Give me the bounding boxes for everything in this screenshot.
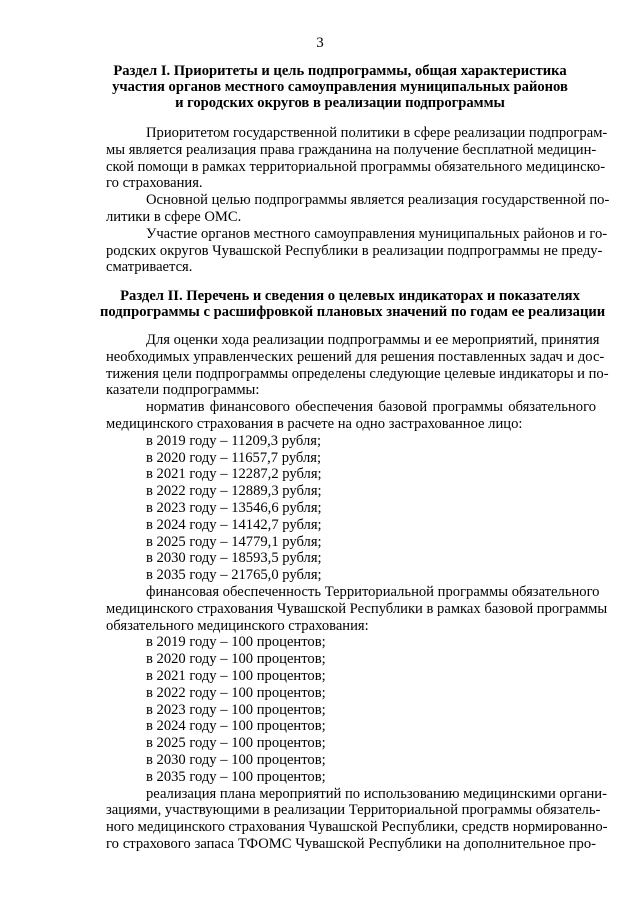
indicator-2-value: в 2019 году – 100 процентов; — [146, 634, 326, 651]
paragraph-line: Участие органов местного самоуправления муниципальных районов и го- — [146, 225, 608, 242]
indicator-1-value: в 2025 году – 14779,1 рубля; — [146, 533, 322, 550]
paragraph-line: Основной целью подпрограммы является реализация государственной по- — [146, 192, 610, 209]
paragraph-line: родских округов Чувашской Республики в реализации подпрограммы не преду- — [106, 242, 603, 259]
indicator-2-line: медицинского страхования Чувашской Республики в рамках базовой программы — [106, 600, 608, 617]
indicator-2-value: в 2022 году – 100 процентов; — [146, 684, 326, 701]
indicator-1-value: в 2019 году – 11209,3 рубля; — [146, 432, 322, 449]
paragraph-line: мы является реализация права гражданина на получение бесплатной медицин- — [106, 141, 597, 158]
paragraph-line: литики в сфере ОМС. — [106, 208, 242, 225]
indicator-2-value: в 2024 году – 100 процентов; — [146, 718, 326, 735]
paragraph-line: Приоритетом государственной политики в сфере реализации подпрограм- — [146, 125, 608, 141]
indicator-2-line: финансовая обеспеченность Территориальной программы обязательного — [146, 583, 600, 600]
section-1-title — [80, 63, 600, 111]
section-1-title-line: Раздел I. Приоритеты и цель подпрограммы, общая характеристика — [113, 63, 567, 79]
paragraph-line: ской помощи в рамках территориальной программы обязательного медицинско- — [106, 158, 606, 175]
section-1-body — [106, 125, 610, 276]
intro-line: необходимых управленческих решений для решения поставленных задач и дос- — [106, 348, 605, 365]
section-2-body — [106, 332, 609, 853]
page-number: 3 — [316, 35, 324, 51]
indicator-3-line: реализация плана мероприятий по использованию медицинскими органи- — [146, 785, 607, 802]
intro-line: Для оценки хода реализации подпрограммы и ее мероприятий, принятия — [146, 332, 600, 348]
section-2-title-line: подпрограммы с расшифровкой плановых значений по годам ее реализации — [100, 304, 606, 320]
indicator-2-value: в 2035 году – 100 процентов; — [146, 768, 326, 785]
indicator-1-value: в 2022 году – 12889,3 рубля; — [146, 483, 322, 500]
indicator-1-value: в 2021 году – 12287,2 рубля; — [146, 466, 322, 483]
indicator-1-value: в 2023 году – 13546,6 рубля; — [146, 499, 322, 516]
indicator-2-value: в 2023 году – 100 процентов; — [146, 701, 326, 718]
indicator-1-line: медицинского страхования в расчете на одно застрахованное лицо: — [106, 415, 523, 432]
intro-line: тижения цели подпрограммы определены следующие целевые индикаторы и по- — [106, 365, 609, 382]
section-1-title-line: и городских округов в реализации подпрограммы — [175, 95, 505, 111]
section-1-title-line: участия органов местного самоуправления муниципальных районов — [112, 79, 568, 95]
indicator-1-value: в 2020 году – 11657,7 рубля; — [146, 449, 322, 466]
intro-line: казатели подпрограммы: — [106, 382, 260, 399]
indicator-2-line: обязательного медицинского страхования: — [106, 617, 369, 634]
paragraph-line: го страхования. — [106, 175, 203, 192]
indicator-3-line: го страхового запаса ТФОМС Чувашской Республики на дополнительное про- — [106, 835, 596, 852]
indicator-2-value: в 2030 году – 100 процентов; — [146, 751, 326, 768]
indicator-1-line: норматив финансового обеспечения базовой программы обязательного — [146, 399, 596, 416]
indicator-1-value: в 2024 году – 14142,7 рубля; — [146, 516, 322, 533]
section-2-title — [100, 288, 606, 320]
indicator-3-line: зациями, участвующими в реализации Территориальной программы обязатель- — [106, 802, 601, 819]
section-2-title-line: Раздел II. Перечень и сведения о целевых индикаторах и показателях — [120, 288, 580, 304]
indicator-2-value: в 2020 году – 100 процентов; — [146, 651, 326, 668]
indicator-1-value: в 2035 году – 21765,0 рубля; — [146, 567, 322, 584]
paragraph-line: сматривается. — [106, 259, 193, 276]
indicator-2-value: в 2021 году – 100 процентов; — [146, 667, 326, 684]
indicator-1-value: в 2030 году – 18593,5 рубля; — [146, 550, 322, 567]
indicator-3-line: ного медицинского страхования Чувашской Республики, средств нормированно- — [106, 819, 608, 836]
indicator-2-value: в 2025 году – 100 процентов; — [146, 735, 326, 752]
